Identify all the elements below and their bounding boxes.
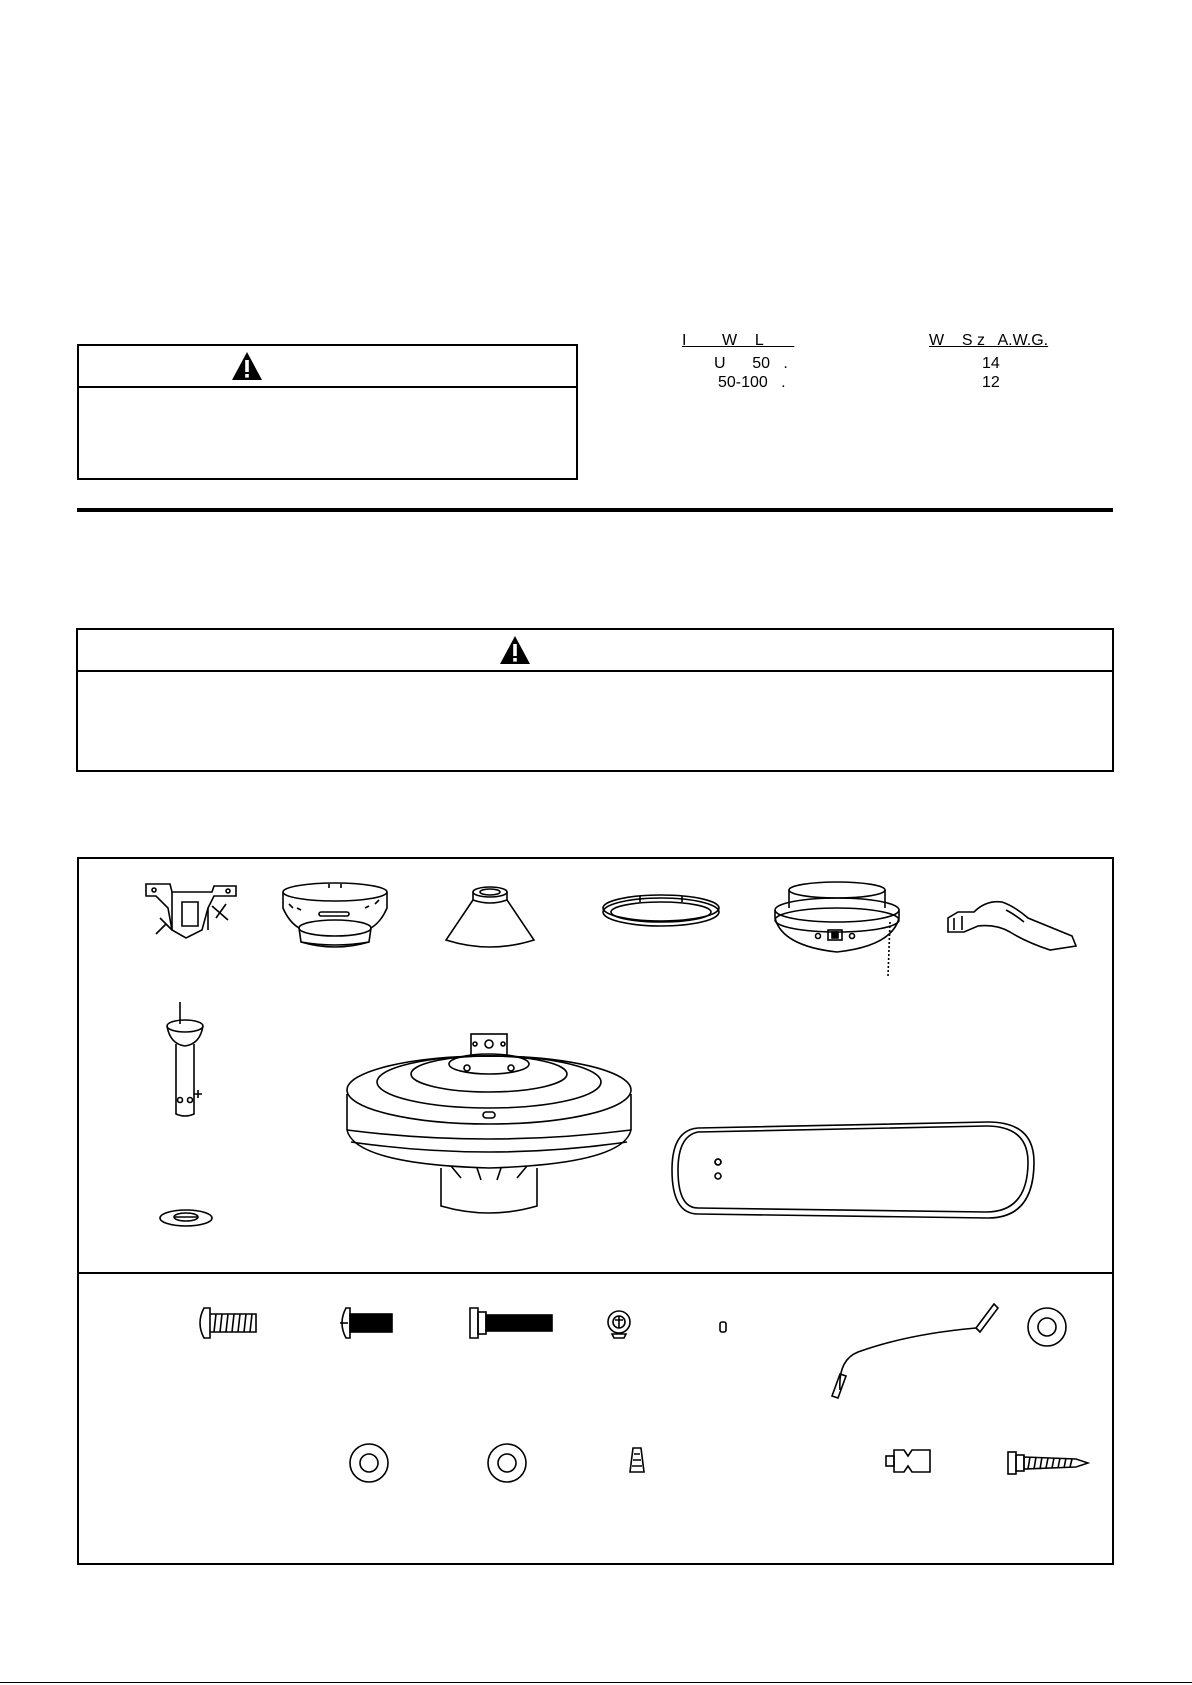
washer-icon xyxy=(348,1442,390,1484)
section-divider xyxy=(77,508,1113,512)
parts-box-divider xyxy=(79,1272,1112,1274)
decorative-ring-icon xyxy=(600,892,722,934)
page-bottom-rule xyxy=(0,1682,1192,1683)
plug-connector-icon xyxy=(884,1446,934,1476)
wire-table-header-right: W S z A.W.G. xyxy=(929,332,1049,349)
wire-table-row-2-right: 12 xyxy=(982,374,1000,391)
motor-assembly-icon xyxy=(345,1030,635,1230)
mounting-bracket-icon xyxy=(142,878,242,944)
switch-housing-icon xyxy=(772,880,902,980)
warning-box-wide-header-divider xyxy=(78,670,1112,672)
screw-round-head-icon xyxy=(194,1306,260,1340)
wire-table-row-1-left: U 50 . xyxy=(714,355,788,372)
warning-box-small xyxy=(77,344,578,480)
balancing-clip-icon xyxy=(606,1308,632,1340)
fan-blade-icon xyxy=(668,1118,1038,1222)
warning-triangle-icon xyxy=(231,351,263,381)
screw-long-icon xyxy=(464,1306,556,1340)
wood-screw-icon xyxy=(1006,1450,1090,1476)
pull-chain-extension-icon xyxy=(828,1300,1000,1400)
mounting-plate-icon xyxy=(158,1206,214,1230)
warning-box-small-header-divider xyxy=(79,386,576,388)
wire-table-row-2-left: 50-100 . xyxy=(718,374,786,391)
balancing-weight-icon xyxy=(718,1320,728,1334)
screw-phillips-icon xyxy=(336,1306,396,1340)
wire-table-header-left: I W L xyxy=(682,332,795,349)
wire-table-row-1-right: 14 xyxy=(982,355,1000,372)
downrod-icon xyxy=(160,1000,220,1120)
blade-arm-icon xyxy=(944,896,1080,958)
warning-box-wide xyxy=(76,628,1114,772)
washer-icon xyxy=(1026,1306,1068,1348)
washer-icon xyxy=(486,1442,528,1484)
wire-connector-icon xyxy=(628,1446,646,1476)
warning-triangle-icon xyxy=(499,635,531,665)
canopy-icon xyxy=(279,878,391,952)
canopy-cover-icon xyxy=(442,884,538,950)
